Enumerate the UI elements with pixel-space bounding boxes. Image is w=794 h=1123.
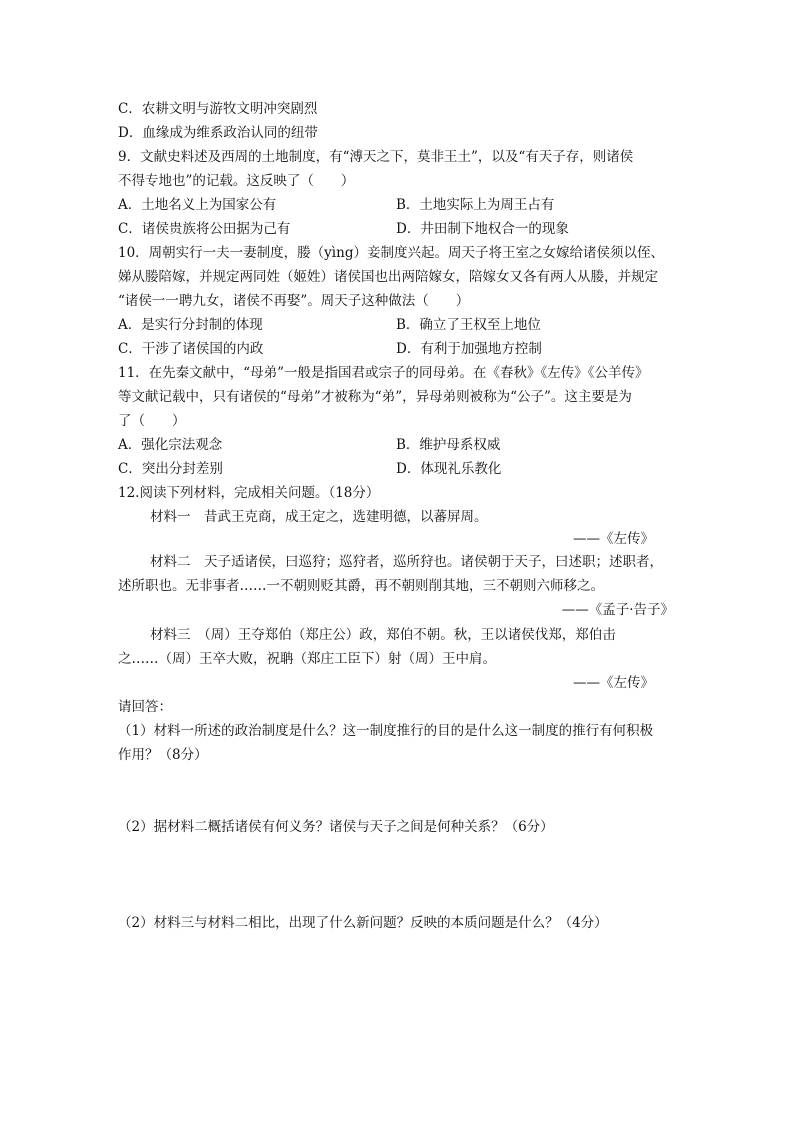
q12-material-3-line2: 之……（周）王卒大败，祝聃（郑庄工臣下）射（周）王中肩。 [118, 651, 496, 667]
q12-material-3-line1: 材料三 （周）王夺郑伯（郑庄公）政，郑伯不朝。秋，王以诸侯伐郑，郑伯击 [150, 627, 616, 643]
q10-stem-line1: 10．周朝实行一夫一妻制度，媵（yìng）妾制度兴起。周天子将王室之女嫁给诸侯须以侄、 [118, 245, 664, 261]
q11-option-a: A．强化宗法观念 [118, 437, 223, 453]
q12-stem: 12.阅读下列材料，完成相关问题。（18分） [118, 485, 380, 501]
q12-material-2-line1: 材料二 天子适诸侯，曰巡狩；巡狩者，巡所狩也。诸侯朝于天子，曰述职；述职者， [150, 554, 663, 570]
q12-material-2-line2: 述所职也。无非事者……一不朝则贬其爵，再不朝则削其地，三不朝则六师移之。 [118, 578, 604, 594]
q12-sub2: （2）据材料二概括诸侯有何义务？诸侯与天子之间是何种关系？（6分） [118, 819, 554, 835]
q10-stem-line2: 娣从媵陪嫁，并规定两同姓（姬姓）诸侯国也出两陪嫁女，陪嫁女又各有两人从媵，并规定 [118, 269, 658, 285]
q12-material-1: 材料一 昔武王克商，成王定之，选建明德，以蕃屏周。 [150, 509, 488, 525]
q11-option-b: B．维护母系权威 [396, 437, 501, 453]
q12-sub1-line1: （1）材料一所述的政治制度是什么？这一制度推行的目的是什么这一制度的推行有何积极 [118, 723, 654, 739]
q12-material-3-source: ——《左传》 [573, 675, 654, 691]
q9-option-d: D．井田制下地权合一的现象 [396, 221, 569, 237]
q9-option-c: C．诸侯贵族将公田据为己有 [118, 221, 291, 237]
q11-option-c: C．突出分封差别 [118, 461, 223, 477]
q8-option-d: D．血缘成为维系政治认同的纽带 [118, 125, 318, 141]
q10-option-d: D．有利于加强地方控制 [396, 341, 542, 357]
q11-stem-line3: 了（ ） [118, 413, 186, 429]
q12-material-2-source: ——《孟子·告子》 [561, 602, 674, 618]
q10-option-a: A．是实行分封制的体现 [118, 317, 263, 333]
q10-stem-line3: “诸侯一一聘九女，诸侯不再娶”。周天子这种做法（ ） [118, 293, 470, 309]
q10-option-b: B．确立了王权至上地位 [396, 317, 541, 333]
q11-option-d: D．体现礼乐教化 [396, 461, 502, 477]
q11-stem-line1: 11．在先秦文献中，“母弟”一般是指国君或宗子的同母弟。在《春秋》《左传》《公羊传》 [118, 365, 649, 381]
q10-option-c: C．干涉了诸侯国的内政 [118, 341, 264, 357]
q12-sub1-line2: 作用？（8分） [118, 747, 208, 763]
q12-material-1-source: ——《左传》 [573, 531, 654, 547]
q8-option-c: C．农耕文明与游牧文明冲突剧烈 [118, 101, 318, 117]
answer-prompt: 请回答： [118, 699, 172, 715]
q9-option-a: A．土地名义上为国家公有 [118, 197, 277, 213]
q9-stem-line2: 不得专地也”的记载。这反映了（ ） [118, 173, 355, 189]
q11-stem-line2: 等文献记载中，只有诸侯的“母弟”才被称为“弟”，异母弟则被称为“公子”。这主要是为 [118, 389, 632, 405]
q9-stem-line1: 9．文献史料述及西周的土地制度，有“溥天之下，莫非王土”，以及“有天子存，则诸侯 [118, 149, 634, 165]
q12-sub3: （2）材料三与材料二相比，出现了什么新问题？反映的本质问题是什么？（4分） [118, 915, 608, 931]
q9-option-b: B．土地实际上为周王占有 [396, 197, 555, 213]
